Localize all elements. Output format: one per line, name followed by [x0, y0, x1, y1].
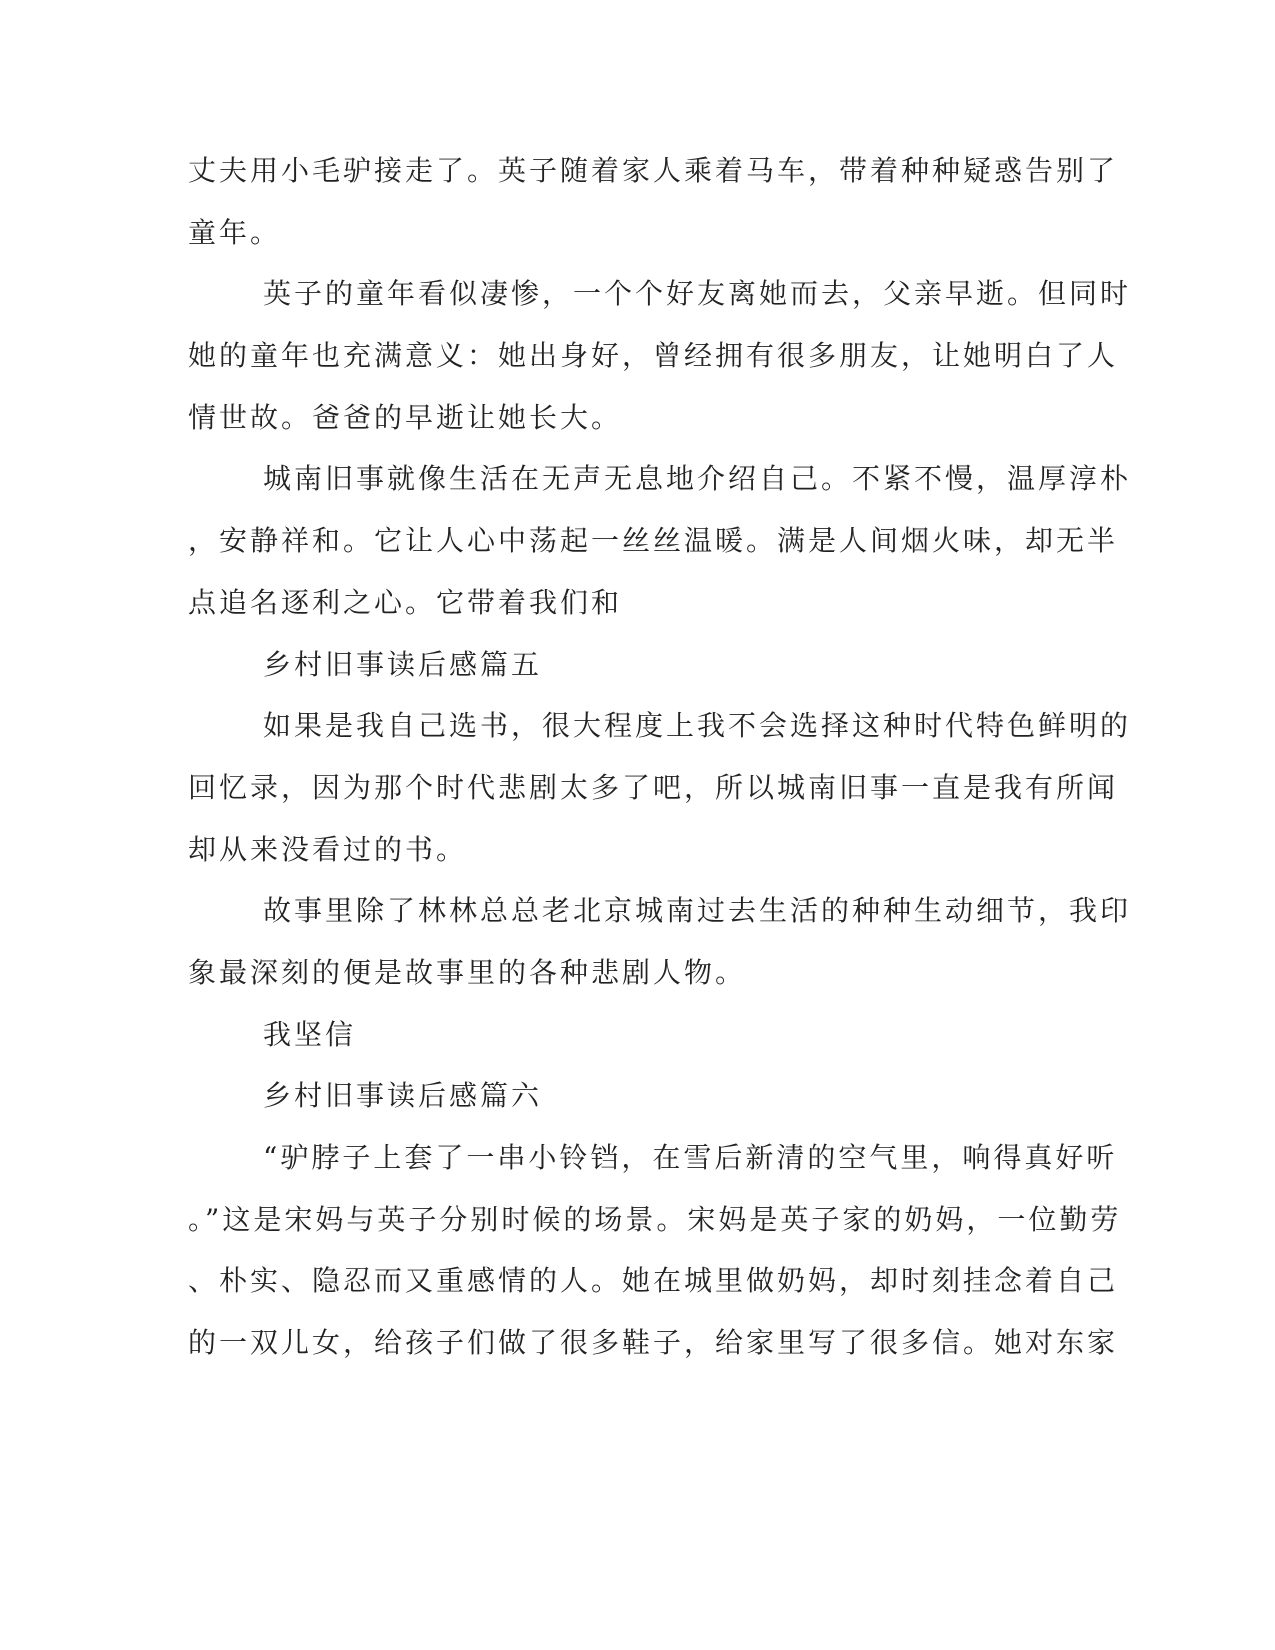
text-line: 。”这是宋妈与英子分别时候的场景。宋妈是英子家的奶妈，一位勤劳 [188, 1202, 1122, 1236]
text-line: 的一双儿女，给孩子们做了很多鞋子，给家里写了很多信。她对东家 [188, 1326, 1119, 1360]
text-line: ，安静祥和。它让人心中荡起一丝丝温暖。满是人间烟火味，却无半 [188, 524, 1119, 558]
text-line: 情世故。爸爸的早逝让她长大。 [188, 400, 623, 434]
text-line: 丈夫用小毛驴接走了。英子随着家人乘着马车，带着种种疑惑告别了 [188, 154, 1119, 187]
section-heading: 乡村旧事读后感篇六 [263, 1079, 543, 1113]
text-line: 却从来没看过的书。 [188, 832, 468, 866]
text-line: 我坚信 [263, 1017, 357, 1051]
text-line: 故事里除了林林总总老北京城南过去生活的种种生动细节，我印 [263, 894, 1132, 928]
text-line: “驴脖子上套了一串小铃铛，在雪后新清的空气里，响得真好听 [263, 1141, 1118, 1174]
text-line: 回忆录，因为那个时代悲剧太多了吧，所以城南旧事一直是我有所闻 [188, 770, 1119, 804]
text-line: 象最深刻的便是故事里的各种悲剧人物。 [188, 955, 747, 989]
text-line: 英子的童年看似凄惨，一个个好友离她而去，父亲早逝。但同时 [263, 277, 1132, 311]
text-line: 点追名逐利之心。它带着我们和 [188, 585, 623, 619]
text-line: 她的童年也充满意义：她出身好，曾经拥有很多朋友，让她明白了人 [188, 339, 1119, 373]
section-heading: 乡村旧事读后感篇五 [263, 647, 543, 681]
text-line: 如果是我自己选书，很大程度上我不会选择这种时代特色鲜明的 [263, 709, 1132, 743]
text-line: 、朴实、隐忍而又重感情的人。她在城里做奶妈，却时刻挂念着自己 [188, 1264, 1119, 1298]
text-line: 童年。 [188, 215, 282, 249]
body-text [188, 140, 1132, 1374]
text-line: 城南旧事就像生活在无声无息地介绍自己。不紧不慢，温厚淳朴 [263, 462, 1132, 496]
